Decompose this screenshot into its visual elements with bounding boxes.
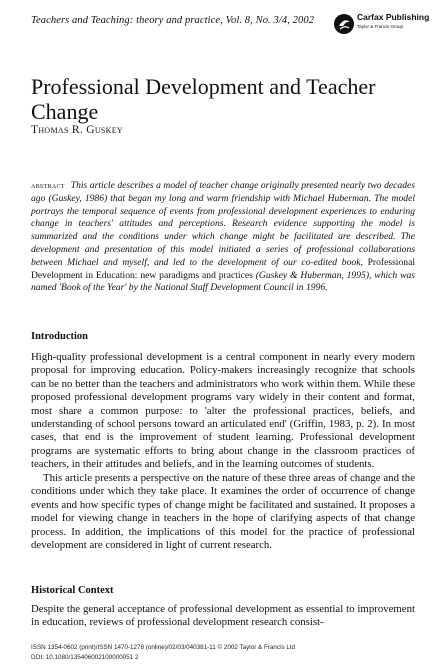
abstract <box>31 179 415 295</box>
section-heading-historical-context: Historical Context <box>31 585 114 596</box>
abstract-label: abstract <box>31 180 65 190</box>
footer-issn: ISSN 1354-0602 (print)/ISSN 1470-1278 (online)/02/03/040381-11 © 2002 Taylor & Francis Ltd <box>31 644 296 651</box>
paragraph: High-quality professional development is a central component in nearly every modern proposal for improving education. Policy-makers increasingly recognize that schools can be no better than the teachers and administrators who work within them. While these proposed professional development programs vary widely in their content and format, most share a common purpose: to 'alter the professional practices, beliefs, and understanding of school persons toward an articulated end' (Griffin, 1983, p. 2). In most cases, that end is the improvement of student learning. Professional development programs are systematic efforts to bring about change in the classroom practices of teachers, in their attitudes and beliefs, and in the learning outcomes of students. <box>31 351 415 471</box>
abstract-text-part1: This article describes a model of teacher change originally presented nearly two decades ago (Guskey, 1986) that began my long and warm friendship with Michael Huberman. The model portrays the temporal sequence of events from professional development experiences to enduring change in teachers' attitudes and perceptions. Research evidence supporting the model is summarized and the conditions under which change might be facilitated are described. The development and presentation of this model initiated a series of professional collaborations between Michael and myself, and led to the development of our co-edited book, <box>31 180 415 268</box>
publisher-name: Carfax Publishing <box>357 12 430 22</box>
article-page <box>31 0 430 671</box>
running-head: Teachers and Teaching: theory and practice, Vol. 8, No. 3/4, 2002 <box>31 15 315 26</box>
abstract-text-part2: (Guskey & Huberman, 1995), which was named 'Book of the Year' by the National Staff Development Council in 1996. <box>31 269 416 294</box>
paragraph: This article presents a perspective on the nature of these three areas of change and the conditions under which they take place. It examines the order of occurrence of change events and how specific types of change might be facilitated and sustained. It proposes a model for viewing change in teachers in the hope of clarifying aspects of that change process. In addition, the implications of this model for the practice of professional development are considered in light of current research. <box>31 472 415 552</box>
paragraph: Despite the general acceptance of professional development as essential to improvement in education, reviews of professional development research consist- <box>31 603 415 629</box>
article-title: Professional Development and Teacher Change <box>31 74 376 124</box>
abstract-book-title: Professional Development in Education: new paradigms and practices <box>31 256 415 281</box>
publisher-logo <box>333 12 430 37</box>
footer <box>31 643 415 662</box>
carfax-logo-icon <box>333 13 355 35</box>
section-heading-introduction: Introduction <box>31 331 88 342</box>
publisher-tagline: Taylor & Francis Group <box>357 24 404 29</box>
footer-doi: DOI: 10.1080/135406002100000051 2 <box>31 653 139 661</box>
author-name: Thomas R. Guskey <box>31 124 123 136</box>
